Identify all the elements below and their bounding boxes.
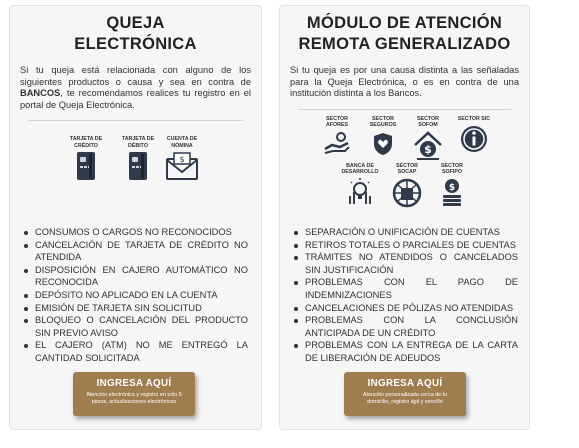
building-globe-icon (392, 178, 422, 208)
list-item: DEPÓSITO NO APLICADO EN LA CUENTA (22, 289, 248, 302)
credit-card-icon (75, 151, 97, 181)
title-line-2: REMOTA GENERALIZADO (298, 35, 511, 53)
list-item: SEPARACIÓN O UNIFICACIÓN DE CUENTAS (292, 226, 518, 239)
svg-text:$: $ (424, 142, 432, 156)
cta-description: Atención electrónica y registro en sólo 5 pasos, actualizaciones electrónicas (86, 392, 182, 405)
list-item: EL CAJERO (ATM) NO ME ENTREGÓ LA CANTIDAD SOLICITADA (22, 339, 248, 364)
list-item: PROBLEMAS CON LA CONCLUSIÓN ANTICIPADA DE UN CRÉDITO (292, 314, 518, 339)
sector-sofipo (432, 163, 472, 208)
intro-pre: Si tu queja está relacionada con alguno de los siguientes productos o causa y sea en contra de (20, 65, 251, 87)
intro-text: Si tu queja es por una causa distinta a las señaladas para la Queja Electrónica, o es en contra de una institución distinta a los Bancos. (290, 65, 519, 99)
modulo-atencion-card (279, 5, 530, 430)
card-title (280, 13, 529, 55)
coin-stack-icon (439, 178, 465, 208)
product-credit-card (64, 136, 108, 181)
title-line-1: MÓDULO DE ATENCIÓN (306, 14, 503, 32)
cta-title: INGRESA AQUÍ (367, 378, 443, 389)
product-payroll (160, 136, 204, 181)
debit-card-icon (127, 151, 149, 181)
list-item: CONSUMOS O CARGOS NO RECONOCIDOS (22, 226, 248, 239)
list-item: DISPOSICIÓN EN CAJERO AUTOMÁTICO NO RECONOCIDA (22, 264, 248, 289)
card-title (10, 13, 261, 55)
sector-label: SECTOR SEGUROS (369, 115, 397, 129)
info-circle-icon (459, 124, 489, 154)
sector-label: SECTOR SIC (457, 115, 491, 122)
sector-sic (454, 116, 494, 154)
intro-text (20, 65, 251, 111)
product-icons (10, 121, 261, 181)
growth-lightbulb-icon (346, 178, 374, 206)
sector-label: SECTOR SOFOM (417, 115, 439, 129)
left-causes-list (22, 226, 248, 365)
list-item: RETIROS TOTALES O PARCIALES DE CUENTAS (292, 239, 518, 252)
product-label: CUENTA DE NÓMINA (166, 136, 198, 149)
sector-icons (280, 110, 529, 210)
list-item: PROBLEMAS CON EL PAGO DE INDEMNIZACIONES (292, 276, 518, 301)
right-causes-list (292, 226, 518, 365)
sector-label: SECTOR AFORES (325, 115, 349, 129)
sector-label: SECTOR SOCAP (396, 162, 418, 176)
product-debit-card (116, 136, 160, 181)
sector-label: BANCA DE DESARROLLO (341, 162, 379, 176)
title-line-2: ELECTRÓNICA (74, 35, 197, 53)
list-item: CANCELACIÓN DE TARJETA DE CRÉDITO NO ATENDIDA (22, 239, 248, 264)
svg-text:$: $ (179, 155, 185, 165)
svg-text:$: $ (448, 182, 456, 193)
sector-banca-desarrollo (338, 163, 382, 206)
queja-electronica-card (9, 5, 262, 430)
list-item: TRÁMITES NO ATENDIDOS O CANCELADOS SIN JUSTIFICACIÓN (292, 251, 518, 276)
shield-heart-icon (371, 131, 395, 157)
ingresa-aqui-button-left[interactable] (73, 372, 195, 416)
product-label: TARJETA DE CRÉDITO (69, 136, 103, 149)
list-item: CANCELACIONES DE PÓLIZAS NO ATENDIDAS (292, 302, 518, 315)
sector-sofom (408, 116, 448, 161)
sector-socap (387, 163, 427, 208)
sector-afores (317, 116, 357, 157)
intro-post: , te recomendamos realices tu registro en el portal de Queja Electrónica. (20, 88, 251, 110)
cta-title: INGRESA AQUÍ (96, 378, 172, 389)
intro-bold: BANCOS (20, 88, 61, 99)
product-label: TARJETA DE DÉBITO (121, 136, 155, 149)
cta-description: Atención personalizada cerca de tu domicilio, registro ágil y sencillo (362, 392, 448, 405)
list-item: EMISIÓN DE TARJETA SIN SOLICITUD (22, 302, 248, 315)
hand-coins-icon (323, 131, 351, 157)
house-dollar-icon (413, 131, 443, 161)
payroll-envelope-icon (165, 151, 199, 181)
title-line-1: QUEJA (106, 14, 165, 32)
ingresa-aqui-button-right[interactable] (344, 372, 466, 416)
list-item: PROBLEMAS CON LA ENTREGA DE LA CARTA DE LIBERACIÓN DE ADEUDOS (292, 339, 518, 364)
sector-label: SECTOR SOFIPO (441, 162, 463, 176)
list-item: BLOQUEO O CANCELACIÓN DEL PRODUCTO SIN PREVIO AVISO (22, 314, 248, 339)
sector-seguros (363, 116, 403, 157)
